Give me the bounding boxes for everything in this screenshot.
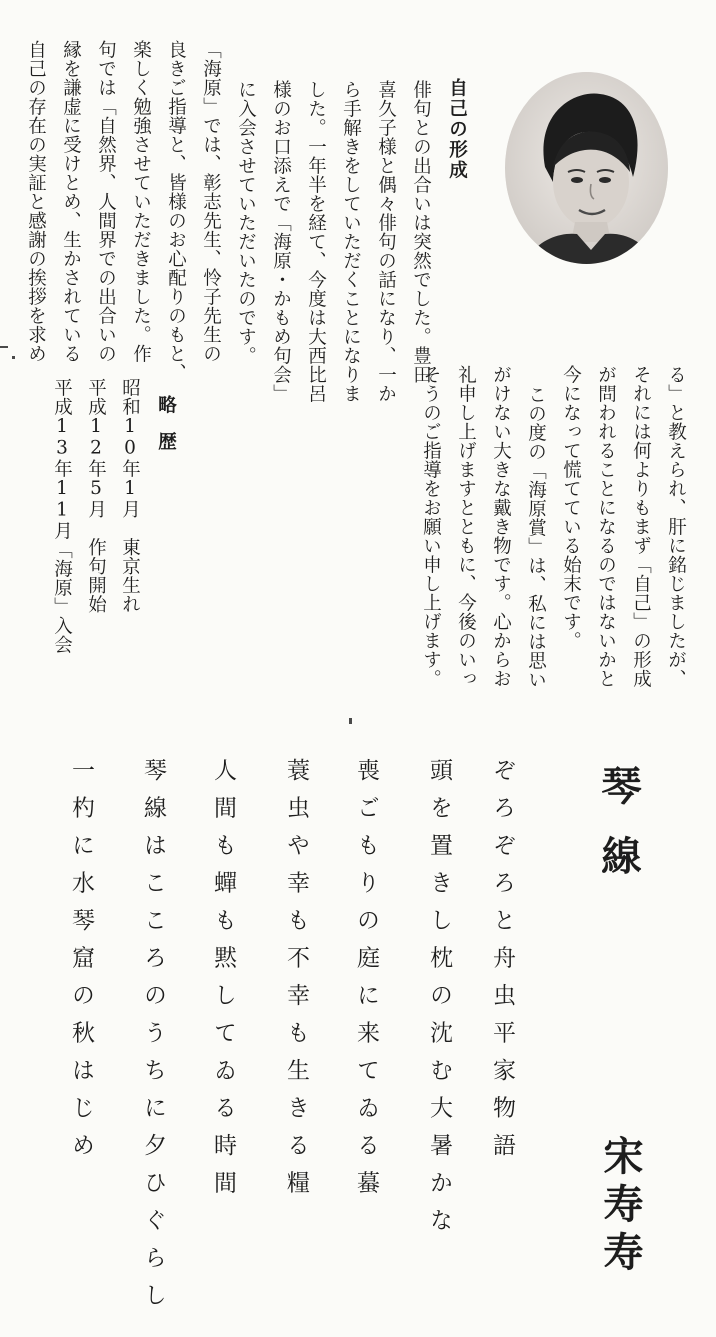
essay-column: 「海原」では、彰志先生、怜子先生の xyxy=(200,40,222,363)
haiku-line: 頭を置きし枕の沈む大暑かな xyxy=(426,758,452,1246)
essay-column: 俳句との出合いは突然でした。豊田 xyxy=(410,80,432,384)
essay-column: がけない大きな戴き物です。心からお xyxy=(490,365,512,688)
essay-column: 喜久子様と偶々俳句の話になり、一か xyxy=(375,80,397,403)
essay-column: ら手解きをしていただくことになりま xyxy=(340,80,362,403)
haiku-line: ぞろぞろと舟虫平家物語 xyxy=(489,758,515,1171)
essay-column: 良きご指導と、皆様のお心配りのもと、 xyxy=(165,40,187,382)
biography-entry: 昭和10年1月 東京生れ xyxy=(119,378,141,614)
scan-edge-mark xyxy=(0,346,8,348)
essay-column: 礼申し上げますとともに、今後のいっ xyxy=(455,365,477,688)
essay-column: 句では「自然界、人間界での出合いの xyxy=(95,40,117,363)
biography-entry: 平成13年11月「海原」入会 xyxy=(51,378,73,654)
haiku-line: 一杓に水琴窟の秋はじめ xyxy=(68,758,94,1171)
essay-column: 今になって慌てている始末です。 xyxy=(560,365,582,650)
haiku-line: 蓑虫や幸も不幸も生きる糧 xyxy=(283,758,309,1208)
haiku-line: 琴線はこころのうちに夕ひぐらし xyxy=(140,758,166,1321)
essay-column: 楽しく勉強させていただきました。作 xyxy=(130,40,152,363)
essay-column: が問われることになるのではないかと xyxy=(595,365,617,688)
essay-column: した。一年半を経て、今度は大西比呂 xyxy=(305,80,327,403)
portrait-photo-icon xyxy=(505,72,668,264)
essay-column: そうのご指導をお願い申し上げます。 xyxy=(420,365,442,688)
poem-title: 琴線 xyxy=(595,765,642,905)
poem-author: 宋寿寿 xyxy=(597,1135,644,1279)
biography-entry: 平成12年5月 作句開始 xyxy=(85,378,107,614)
biography-label: 略歴 xyxy=(155,395,177,468)
haiku-line: 人間も蟬も黙してゐる時間 xyxy=(210,758,236,1208)
essay-column: この度の「海原賞」は、私には思い xyxy=(525,385,547,689)
essay-column: 自己の存在の実証と感謝の挨拶を求め xyxy=(25,40,47,363)
essay-column: に入会させていただいたのです。 xyxy=(235,80,257,365)
haiku-line: 喪ごもりの庭に来てゐる蟇 xyxy=(353,758,379,1208)
scan-edge-mark xyxy=(349,718,352,724)
essay-column: 縁を謙虚に受けとめ、生かされている xyxy=(60,40,82,363)
essay-heading: 自己の形成 xyxy=(446,78,468,181)
author-portrait-photo xyxy=(505,72,668,264)
essay-column: る」と教えられ、肝に銘じましたが、 xyxy=(665,365,687,688)
essay-column: 様のお口添えで「海原・かもめ句会」 xyxy=(270,80,292,403)
essay-column: それには何よりもまず「自己」の形成 xyxy=(630,365,652,688)
scan-edge-mark xyxy=(12,356,15,359)
